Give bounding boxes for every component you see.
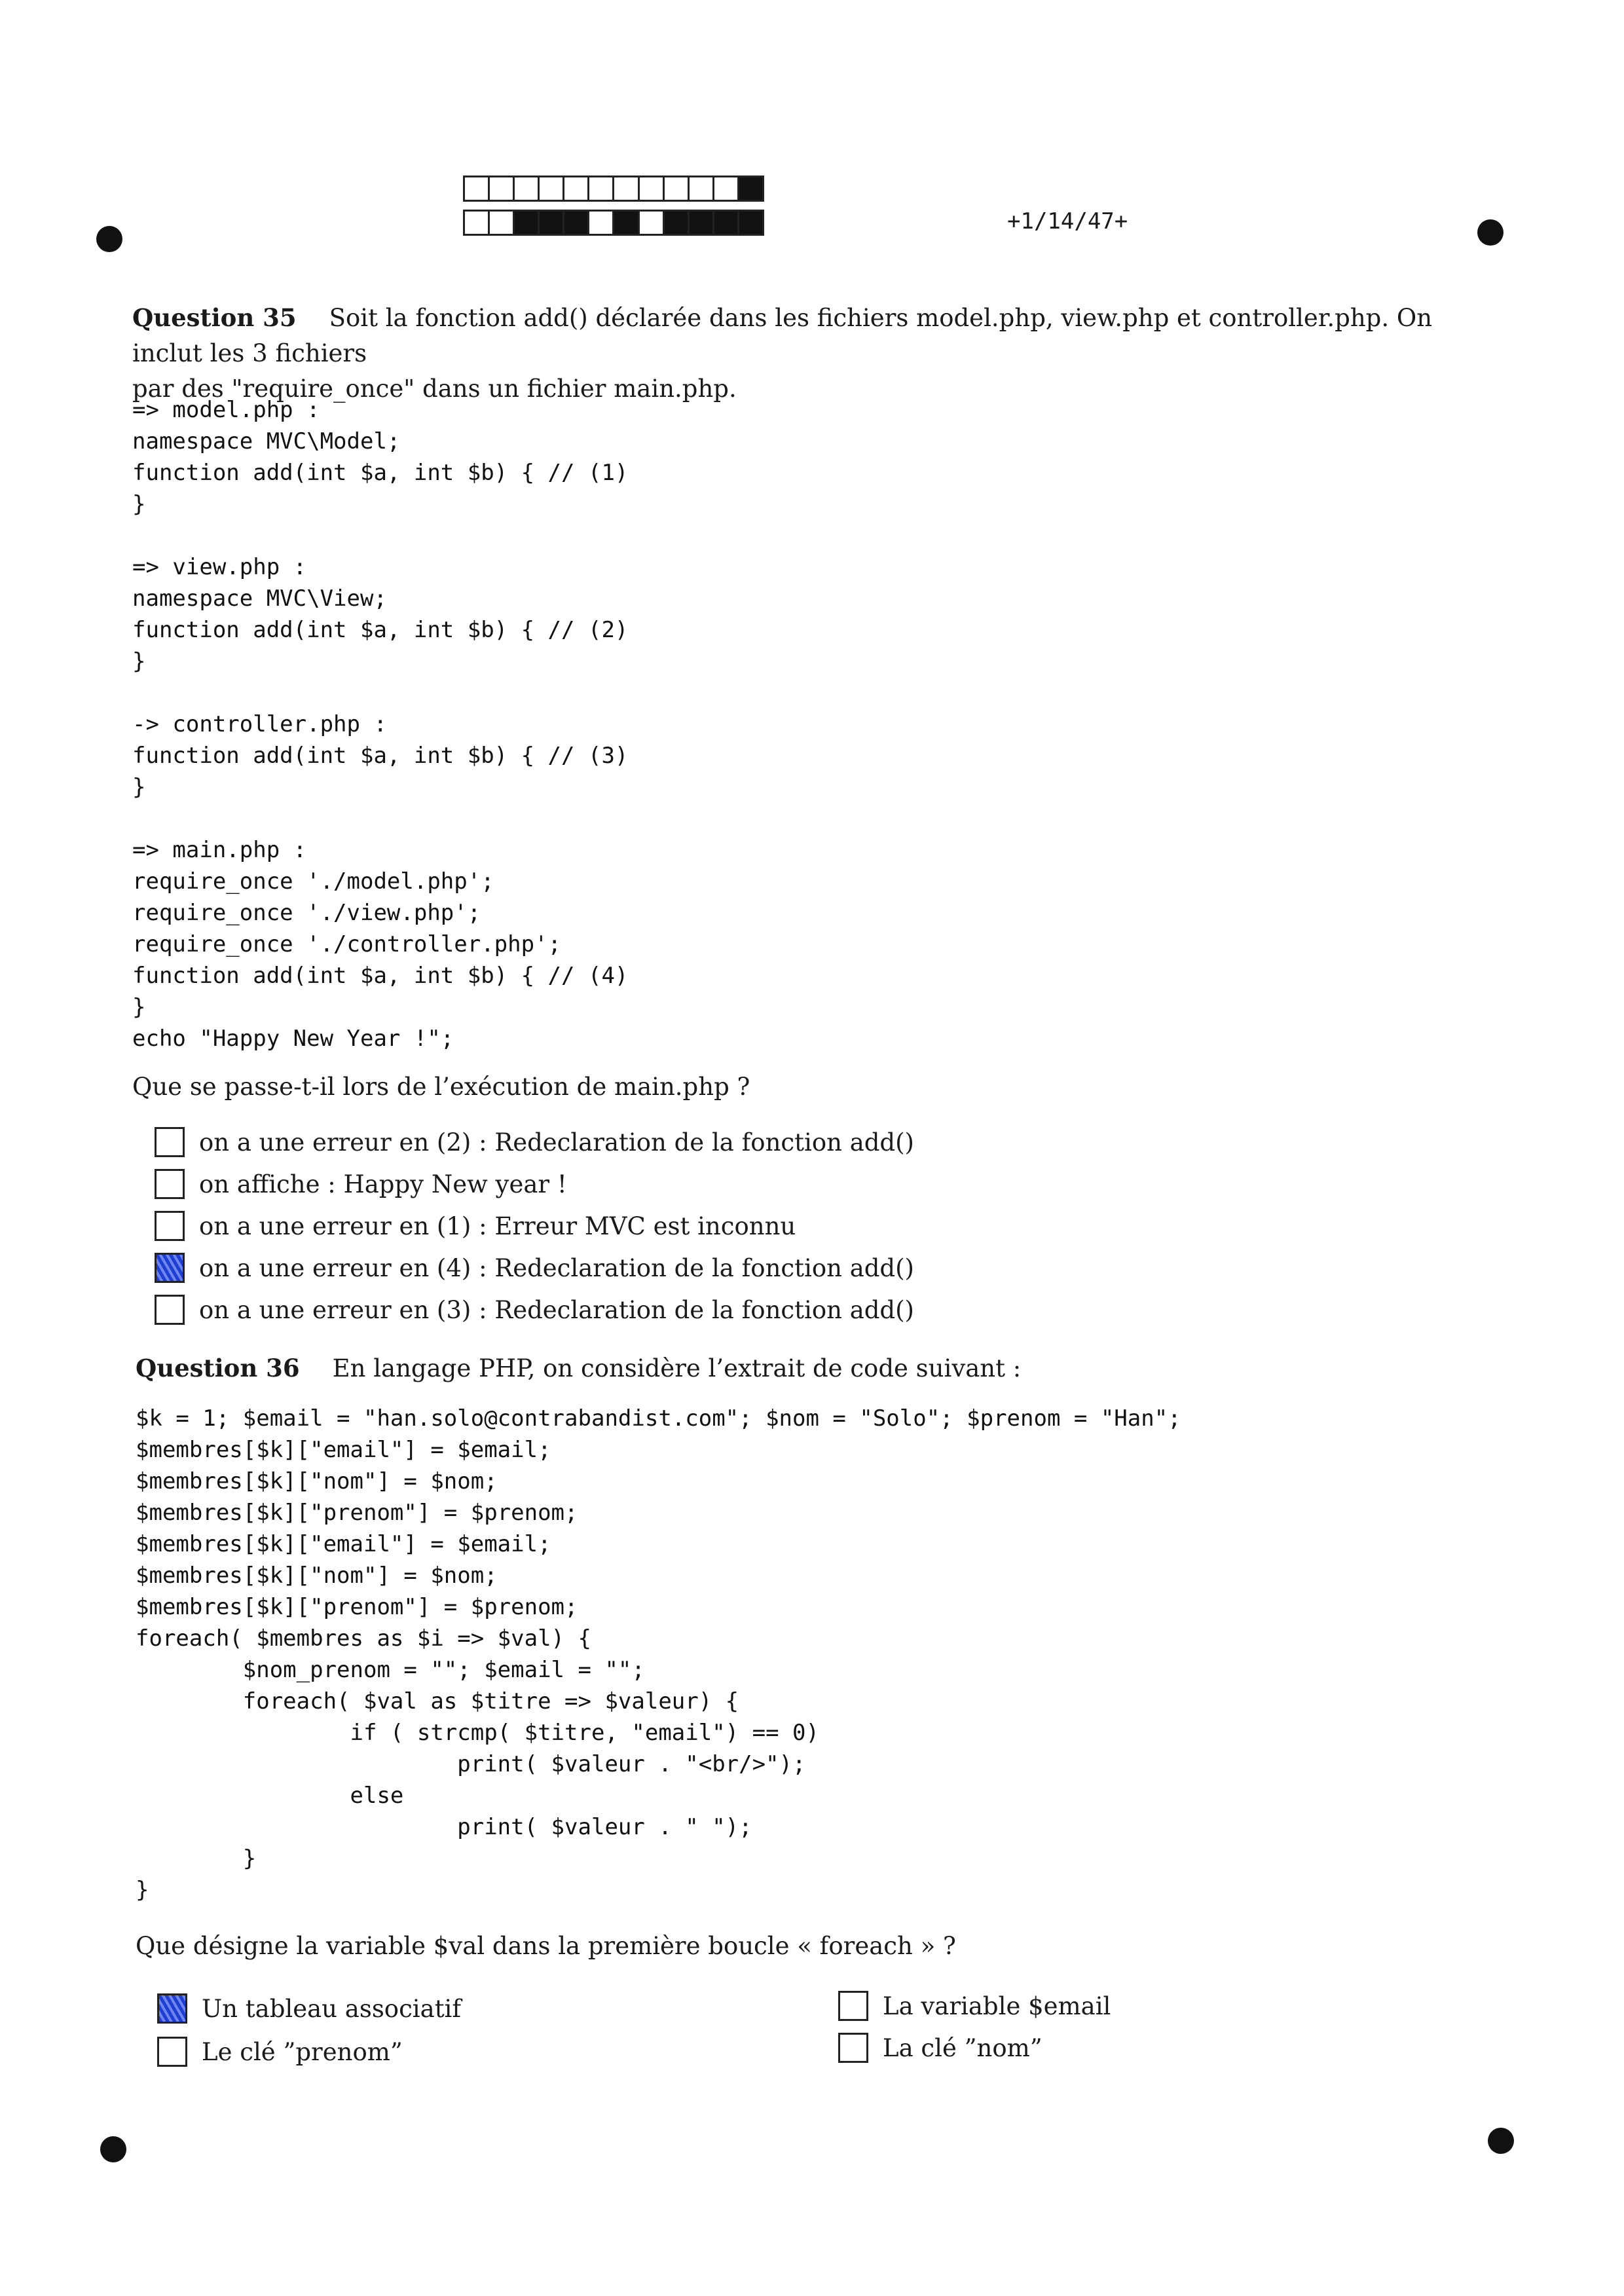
barcode-bottom-cell-4 — [538, 210, 564, 236]
page-id: +1/14/47+ — [1007, 208, 1128, 234]
question-35-number: Question 35 — [132, 303, 297, 332]
barcode-bottom-cell-11 — [712, 210, 739, 236]
q35-option-4-label: on a une erreur en (4) : Redeclaration de la fonction add() — [199, 1253, 914, 1282]
question-36-code: $k = 1; $email = "han.solo@contrabandist.com"; $nom = "Solo"; $prenom = "Han"; $membres[$k]["email"] = $email; $membres[$k]["nom"] = $nom; $membres[$k]["prenom"] = $prenom; $membres[$k]["email"] = $email; $membres[$k]["nom"] = $nom; $membres[$k]["prenom"] = $prenom; foreach( $membres as $i => $val) { $nom_prenom = ""; $email = ""; foreach( $val as $titre => $valeur) { if ( strcmp( $titre, "email") == 0) print( $valeur . "<br/>"); else print( $valeur . " "); } } — [136, 1405, 1181, 1903]
barcode-top-cell-3 — [513, 176, 540, 202]
q35-option-3-checkbox[interactable] — [155, 1211, 185, 1241]
q35-option-5[interactable] — [155, 1289, 914, 1331]
q36-option-3-label: Le clé ”prenom” — [202, 2037, 403, 2066]
barcode-bottom-cell-12 — [737, 210, 764, 236]
q36-option-3-checkbox[interactable] — [157, 2037, 187, 2067]
registration-mark-bottom-left — [100, 2136, 126, 2162]
barcode-top-cell-1 — [463, 176, 490, 202]
question-36-line1: En langage PHP, on considère l’extrait de code suivant : — [332, 1354, 1022, 1382]
question-35-line1: Soit la fonction add() déclarée dans les fichiers model.php, view.php et controller.php. On inclut les 3 fichiers — [132, 304, 1433, 367]
barcode-bottom-cell-10 — [688, 210, 714, 236]
barcode-top-cell-8 — [638, 176, 665, 202]
barcode-top-cell-12 — [737, 176, 764, 202]
q35-option-2[interactable] — [155, 1163, 914, 1205]
question-35-line2: par des "require_once" dans un fichier main.php. — [132, 375, 737, 403]
question-36-number: Question 36 — [136, 1354, 300, 1382]
q36-option-1-checkbox[interactable] — [157, 1993, 187, 2024]
barcode-row-bottom — [463, 210, 762, 236]
q36-option-4[interactable] — [838, 2033, 1043, 2063]
question-35-options — [155, 1121, 914, 1331]
barcode-bottom-cell-2 — [488, 210, 515, 236]
question-35-code: => model.php : namespace MVC\Model; function add(int $a, int $b) { // (1) } => view.php : namespace MVC\View; function add(int $a, int $b) { // (2) } -> controller.php : function add(int $a, int $b) { // (3) } => main.php : require_once './model.php'; require_once './view.php'; require_once './controller.php'; function add(int $a, int $b) { // (4) } echo "Happy New Year !"; — [132, 397, 629, 1052]
registration-mark-bottom-right — [1488, 2128, 1514, 2154]
q35-option-1-checkbox[interactable] — [155, 1127, 185, 1157]
barcode-top-cell-7 — [612, 176, 639, 202]
barcode-bottom-cell-3 — [513, 210, 540, 236]
barcode-top-cell-11 — [712, 176, 739, 202]
barcode-bottom-cell-7 — [612, 210, 639, 236]
q36-option-2[interactable] — [838, 1991, 1111, 2021]
barcode-top-cell-10 — [688, 176, 714, 202]
barcode-bottom-cell-8 — [638, 210, 665, 236]
barcode-top-cell-6 — [587, 176, 614, 202]
q35-option-1-label: on a une erreur en (2) : Redeclaration de la fonction add() — [199, 1128, 914, 1157]
barcode-bottom-cell-9 — [663, 210, 690, 236]
q35-option-5-checkbox[interactable] — [155, 1295, 185, 1325]
barcode-bottom-cell-1 — [463, 210, 490, 236]
q36-option-2-label: La variable $email — [883, 1991, 1111, 2020]
barcode-top-cell-2 — [488, 176, 515, 202]
q36-option-4-checkbox[interactable] — [838, 2033, 868, 2063]
q35-option-2-label: on affiche : Happy New year ! — [199, 1170, 567, 1198]
barcode-top-cell-5 — [563, 176, 589, 202]
question-35-prompt: Que se passe-t-il lors de l’exécution de main.php ? — [132, 1073, 750, 1101]
q36-option-1[interactable] — [157, 1993, 461, 2024]
registration-mark-top-left — [96, 226, 122, 252]
q35-option-1[interactable] — [155, 1121, 914, 1163]
barcode-top-cell-9 — [663, 176, 690, 202]
q35-option-5-label: on a une erreur en (3) : Redeclaration de la fonction add() — [199, 1295, 914, 1324]
q36-option-2-checkbox[interactable] — [838, 1991, 868, 2021]
q36-option-4-label: La clé ”nom” — [883, 2033, 1043, 2062]
question-35-text — [132, 300, 1475, 407]
page-barcode — [463, 176, 762, 244]
q35-option-4-checkbox[interactable] — [155, 1253, 185, 1283]
question-36-prompt: Que désigne la variable $val dans la première boucle « foreach » ? — [136, 1932, 956, 1960]
question-36-text — [136, 1350, 1478, 1386]
barcode-top-cell-4 — [538, 176, 564, 202]
barcode-row-top — [463, 176, 762, 202]
q35-option-4[interactable] — [155, 1247, 914, 1289]
barcode-bottom-cell-6 — [587, 210, 614, 236]
registration-mark-top-right — [1477, 219, 1504, 246]
q35-option-3-label: on a une erreur en (1) : Erreur MVC est inconnu — [199, 1212, 796, 1240]
q35-option-2-checkbox[interactable] — [155, 1169, 185, 1199]
q36-option-3[interactable] — [157, 2037, 403, 2067]
q36-option-1-label: Un tableau associatif — [202, 1994, 462, 2023]
q35-option-3[interactable] — [155, 1205, 914, 1247]
barcode-bottom-cell-5 — [563, 210, 589, 236]
